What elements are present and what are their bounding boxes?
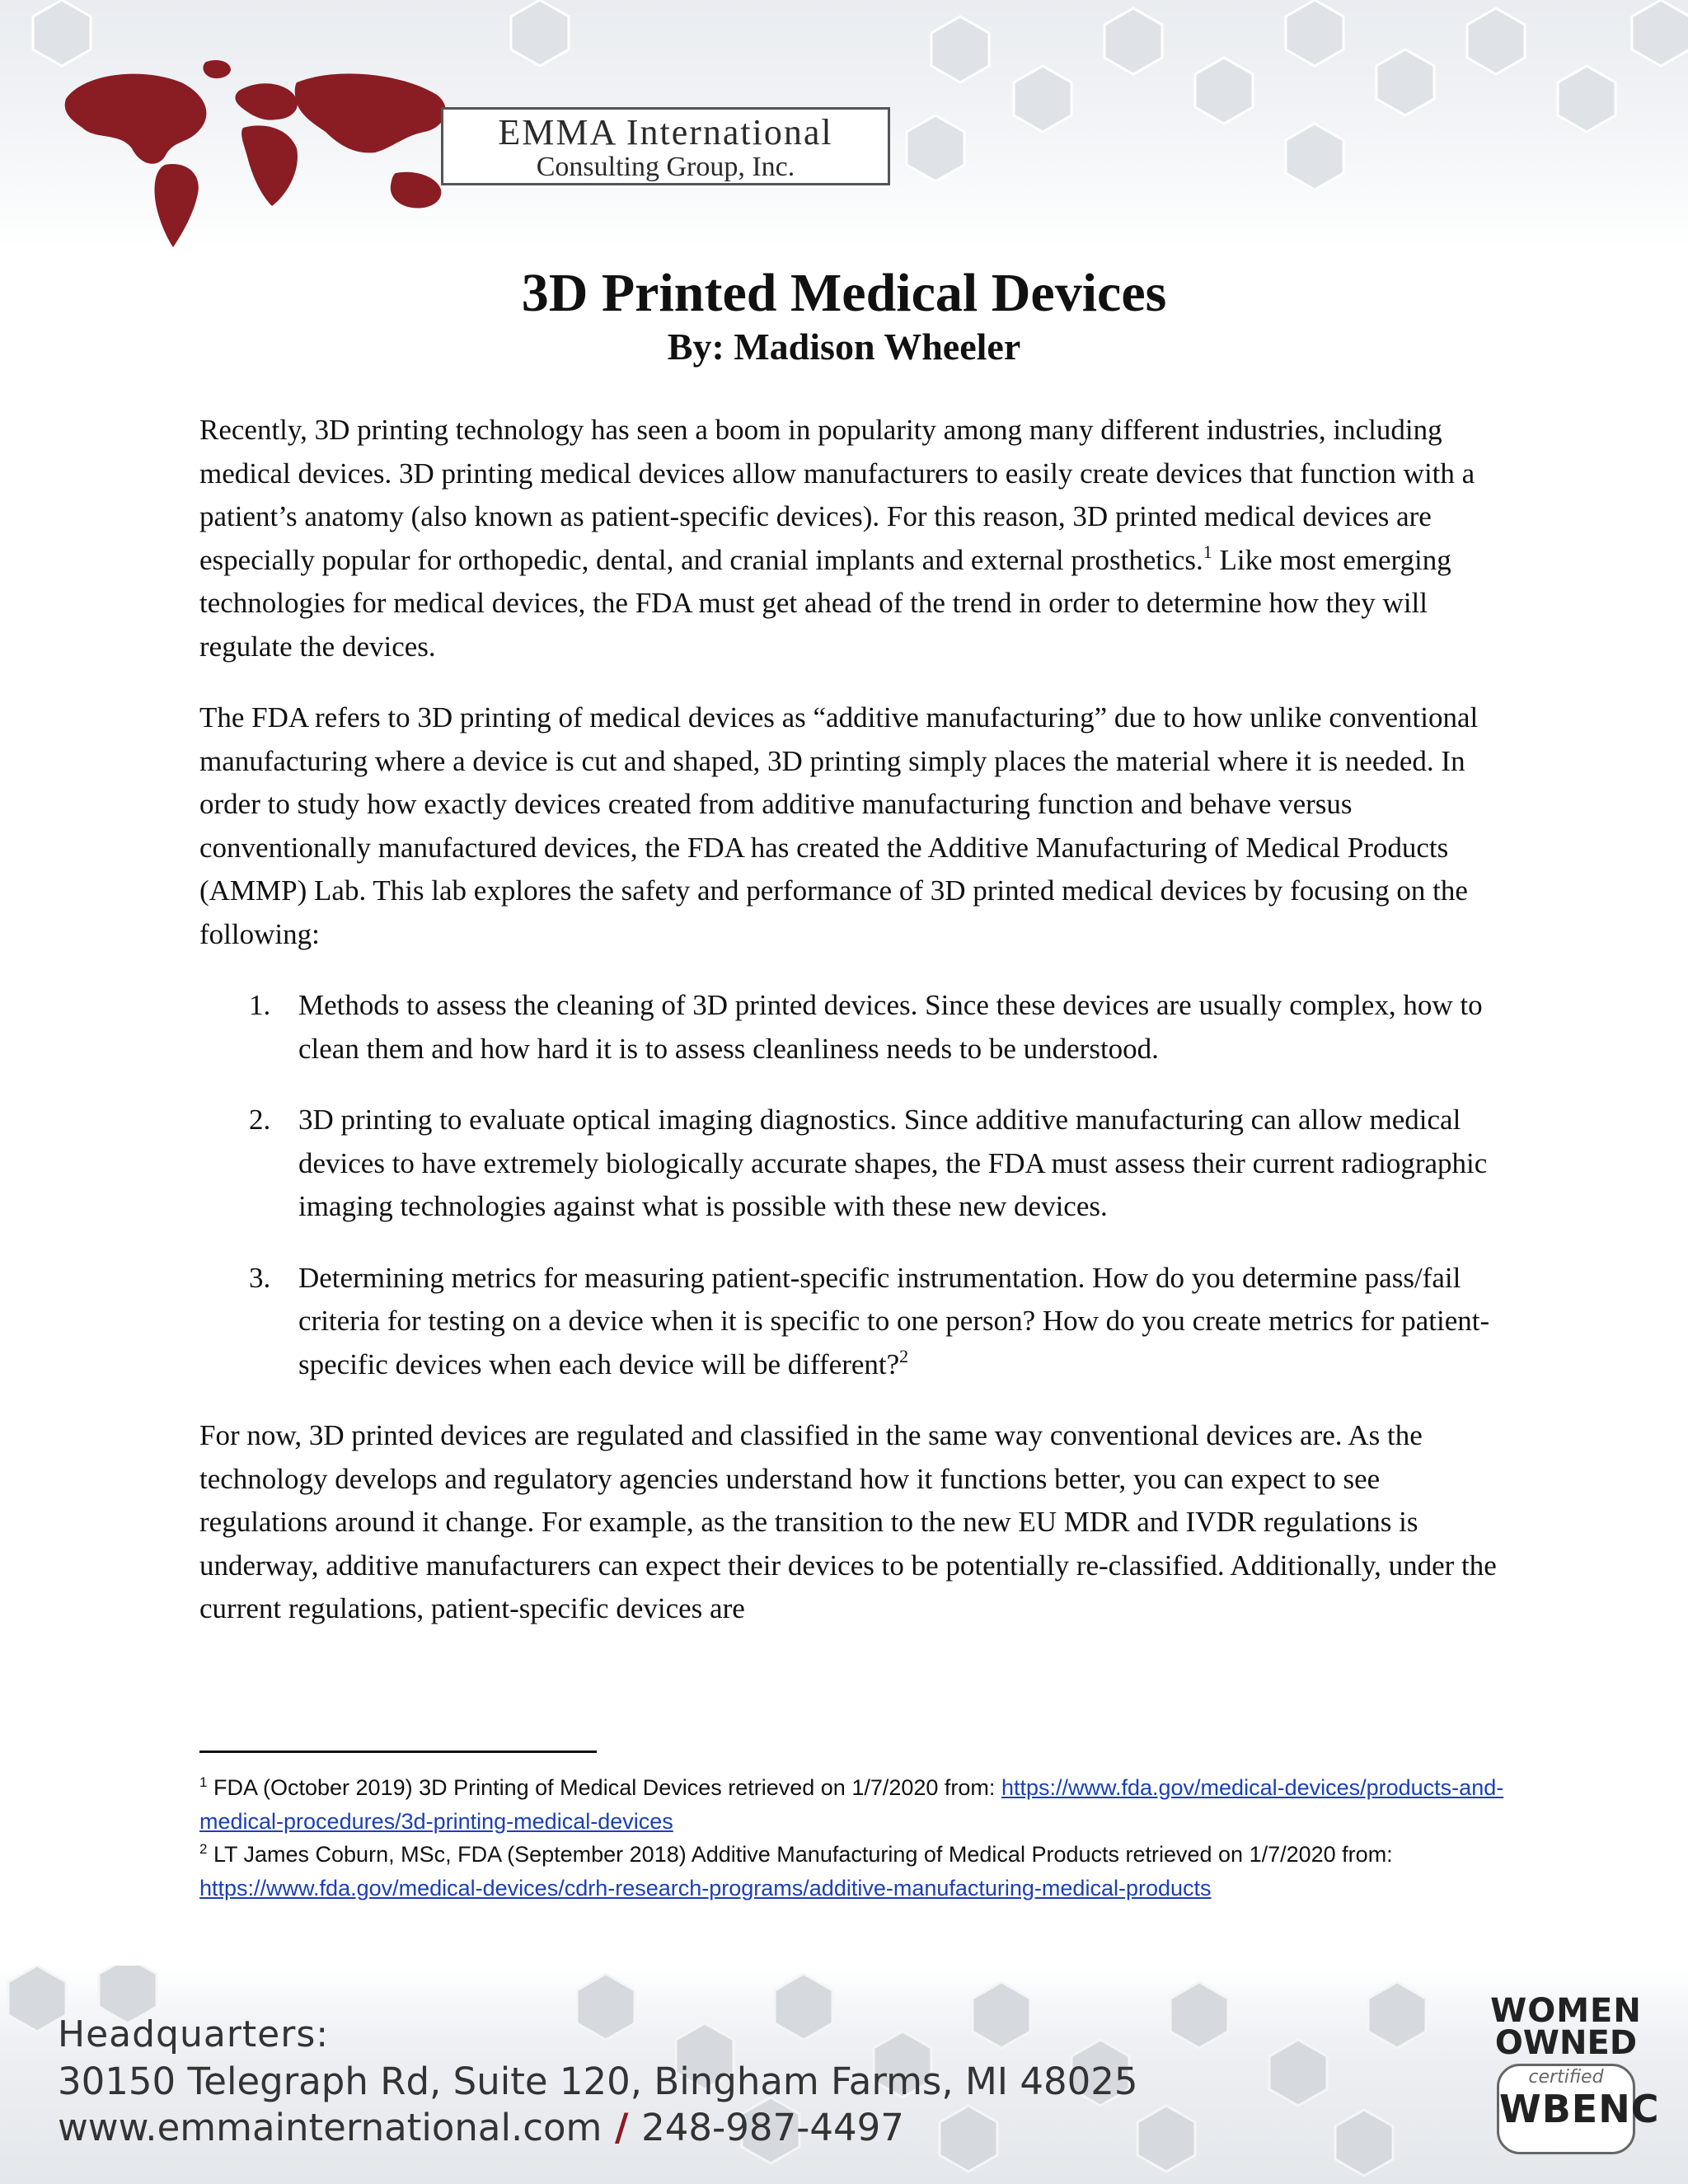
list-item-text: Determining metrics for measuring patient-specific instrumentation. How do you determine pass/fail criteria for testing on a device when it is specific to one person? How do you create metrics for patient-specific devices when each device will be different? bbox=[298, 1261, 1490, 1380]
badge-wbenc-text: WBENC bbox=[1499, 2087, 1660, 2131]
hq-website[interactable]: www.emmainternational.com bbox=[58, 2106, 603, 2149]
hq-contact bbox=[58, 2105, 1138, 2151]
paragraph-intro-text: Recently, 3D printing technology has seen a boom in popularity among many different industries, including medical devices. 3D printing medical devices allow manufacturers to easily create devices that function with a patient’s anatomy (also known as patient-specific devices). For this reason, 3D printed medical devices are especially popular for orthopedic, dental, and cranial implants and external prosthetics. bbox=[199, 414, 1475, 576]
list-item bbox=[199, 984, 1498, 1071]
world-map-logo bbox=[49, 49, 462, 247]
list-item bbox=[199, 1099, 1498, 1229]
list-item-text: 3D printing to evaluate optical imaging diagnostics. Since additive manufacturing can allow medical devices to have extremely biologically accurate shapes, the FDA must assess their current radiographic imaging technologies against what is possible with these new devices. bbox=[298, 1104, 1488, 1222]
paragraph-regulation: For now, 3D printed devices are regulated and classified in the same way conventional devices are. As the technology develops and regulatory agencies understand how it functions better, you can expect to see regulations around it change. For example, as the transition to the new EU MDR and IVDR regulations is underway, additive manufacturers can expect their devices to be potentially re-classified. Additionally, under the current regulations, patient-specific devices are bbox=[199, 1419, 1497, 1624]
logo-company-subtitle: Consulting Group, Inc. bbox=[536, 152, 795, 182]
hq-label: Headquarters: bbox=[58, 2013, 330, 2055]
badge-certified-text: certified bbox=[1528, 2067, 1604, 2088]
headquarters-block bbox=[58, 2011, 1138, 2151]
footnote bbox=[199, 1771, 1518, 1838]
hq-address: 30150 Telegraph Rd, Suite 120, Bingham Farms, MI 48025 bbox=[58, 2060, 1138, 2103]
hq-phone[interactable]: 248-987-4497 bbox=[641, 2106, 904, 2149]
footnote-text: FDA (October 2019) 3D Printing of Medical Devices retrieved on 1/7/2020 from: bbox=[213, 1775, 1001, 1800]
footnote-link[interactable]: https://www.fda.gov/medical-devices/products-and-medical-procedures/3d-printing-medical-devices bbox=[199, 1775, 1504, 1834]
footnote-divider bbox=[199, 1750, 597, 1753]
list-number: 3. bbox=[249, 1261, 271, 1294]
footnotes bbox=[199, 1771, 1518, 1905]
article-title: 3D Printed Medical Devices bbox=[521, 263, 1167, 323]
footnote-number: 2 bbox=[199, 1841, 208, 1857]
article-byline: By: Madison Wheeler bbox=[667, 326, 1021, 368]
list-item-text: Methods to assess the cleaning of 3D printed devices. Since these devices are usually complex, how to clean them and how hard it is to assess cleanliness needs to be understood. bbox=[298, 989, 1483, 1065]
footnote-ref-2[interactable]: 2 bbox=[899, 1345, 909, 1366]
focus-list bbox=[199, 984, 1498, 1386]
women-owned-wbenc-badge bbox=[1484, 1992, 1660, 2168]
list-item bbox=[199, 1257, 1498, 1387]
footnote-link[interactable]: https://www.fda.gov/medical-devices/cdrh-research-programs/additive-manufacturing-medical-products bbox=[199, 1875, 1212, 1900]
list-number: 1. bbox=[249, 989, 271, 1021]
wbenc-seal bbox=[1497, 2064, 1660, 2154]
badge-owned-text: OWNED bbox=[1494, 2024, 1638, 2062]
hq-separator: / bbox=[602, 2106, 642, 2149]
footnote-text: LT James Coburn, MSc, FDA (September 2018) Additive Manufacturing of Medical Products retrieved on 1/7/2020 from: bbox=[213, 1842, 1393, 1867]
company-logo bbox=[441, 107, 890, 185]
footnote bbox=[199, 1838, 1518, 1905]
paragraph-intro bbox=[199, 409, 1498, 668]
list-number: 2. bbox=[249, 1104, 271, 1136]
logo-company-name: EMMA International bbox=[498, 112, 833, 152]
paragraph-intro-text-cont: Like most emerging technologies for medical devices, the FDA must get ahead of the trend in order to determine how they will regulate the devices. bbox=[199, 543, 1451, 663]
footnote-number: 1 bbox=[199, 1774, 208, 1790]
paragraph-additive: The FDA refers to 3D printing of medical devices as “additive manufacturing” due to how unlike conventional manufacturing where a device is cut and shaped, 3D printing simply places the material where it is needed. In order to study how exactly devices created from additive manufacturing function and behave versus conventionally manufactured devices, the FDA has created the Additive Manufacturing of Medical Products (AMMP) Lab. This lab explores the safety and performance of 3D printed medical devices by focusing on the following: bbox=[199, 701, 1479, 950]
article-body bbox=[199, 409, 1498, 1659]
footnote-ref-1[interactable]: 1 bbox=[1203, 541, 1212, 562]
badge-women-text: WOMEN bbox=[1490, 1992, 1642, 2030]
